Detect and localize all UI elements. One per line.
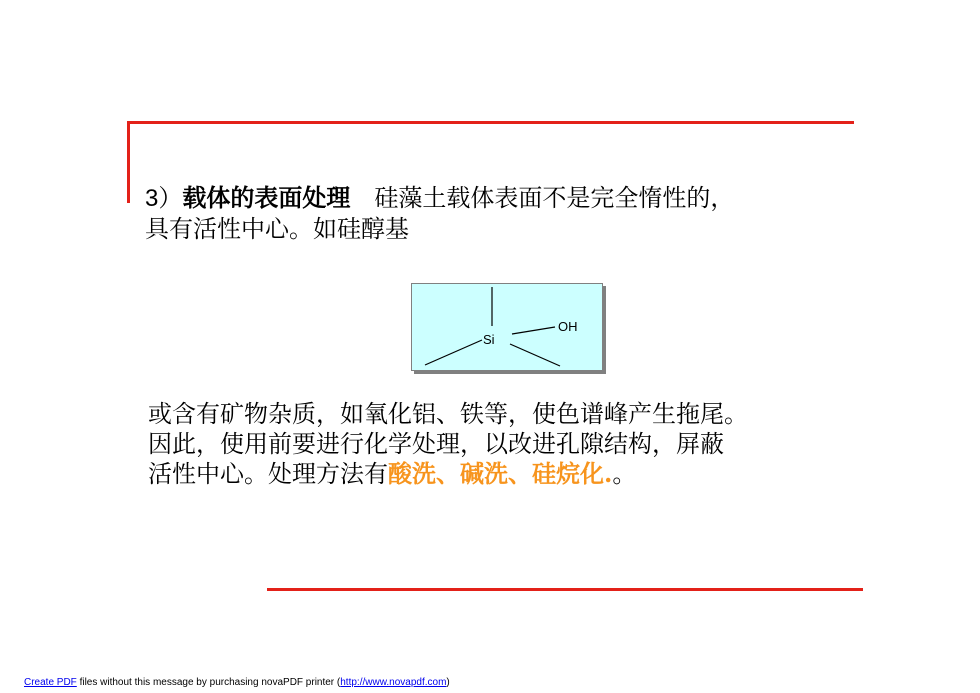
- bond-lower-right: [510, 344, 560, 366]
- intro-line-1: [145, 183, 734, 214]
- treatment-line-3-suffix: 。: [612, 460, 637, 488]
- treatment-line-2: 因此，使用前要进行化学处理，以改进孔隙结构，屏蔽: [148, 430, 724, 458]
- treatment-line-3-prefix: 活性中心。处理方法有: [148, 460, 388, 488]
- heading-gap: [350, 184, 374, 212]
- treatment-line-3: [148, 459, 748, 489]
- top-accent-line: [127, 121, 854, 124]
- treatment-line-1: 或含有矿物杂质，如氧化铝、铁等，使色谱峰产生拖尾。: [148, 400, 748, 428]
- section-heading: 载体的表面处理: [182, 183, 351, 212]
- intro-paragraph: [145, 183, 734, 244]
- bond-lower-left: [425, 340, 482, 365]
- silanol-structure-diagram: [411, 283, 603, 371]
- section-number: 3: [145, 185, 159, 212]
- oh-label: OH: [558, 319, 578, 334]
- intro-line-2: 具有活性中心。如硅醇基: [145, 215, 409, 243]
- silanol-structure-svg: [412, 284, 602, 370]
- treatment-paragraph: [148, 399, 748, 489]
- intro-text: 硅藻土载体表面不是完全惰性的，: [374, 184, 735, 212]
- footer-text: files without this message by purchasing novaPDF printer (: [76, 677, 341, 688]
- create-pdf-link[interactable]: Create PDF: [24, 677, 77, 688]
- si-label: Si: [483, 332, 495, 347]
- footer-close: ): [446, 677, 450, 688]
- bond-oh: [512, 327, 555, 334]
- pdf-footer: [24, 677, 450, 688]
- bottom-accent-line: [267, 588, 863, 591]
- treatment-methods: 酸洗、碱洗、硅烷化.: [388, 459, 613, 488]
- novapdf-link[interactable]: http://www.novapdf.com: [340, 677, 447, 688]
- section-paren: ）: [158, 184, 183, 212]
- left-accent-line: [127, 121, 130, 203]
